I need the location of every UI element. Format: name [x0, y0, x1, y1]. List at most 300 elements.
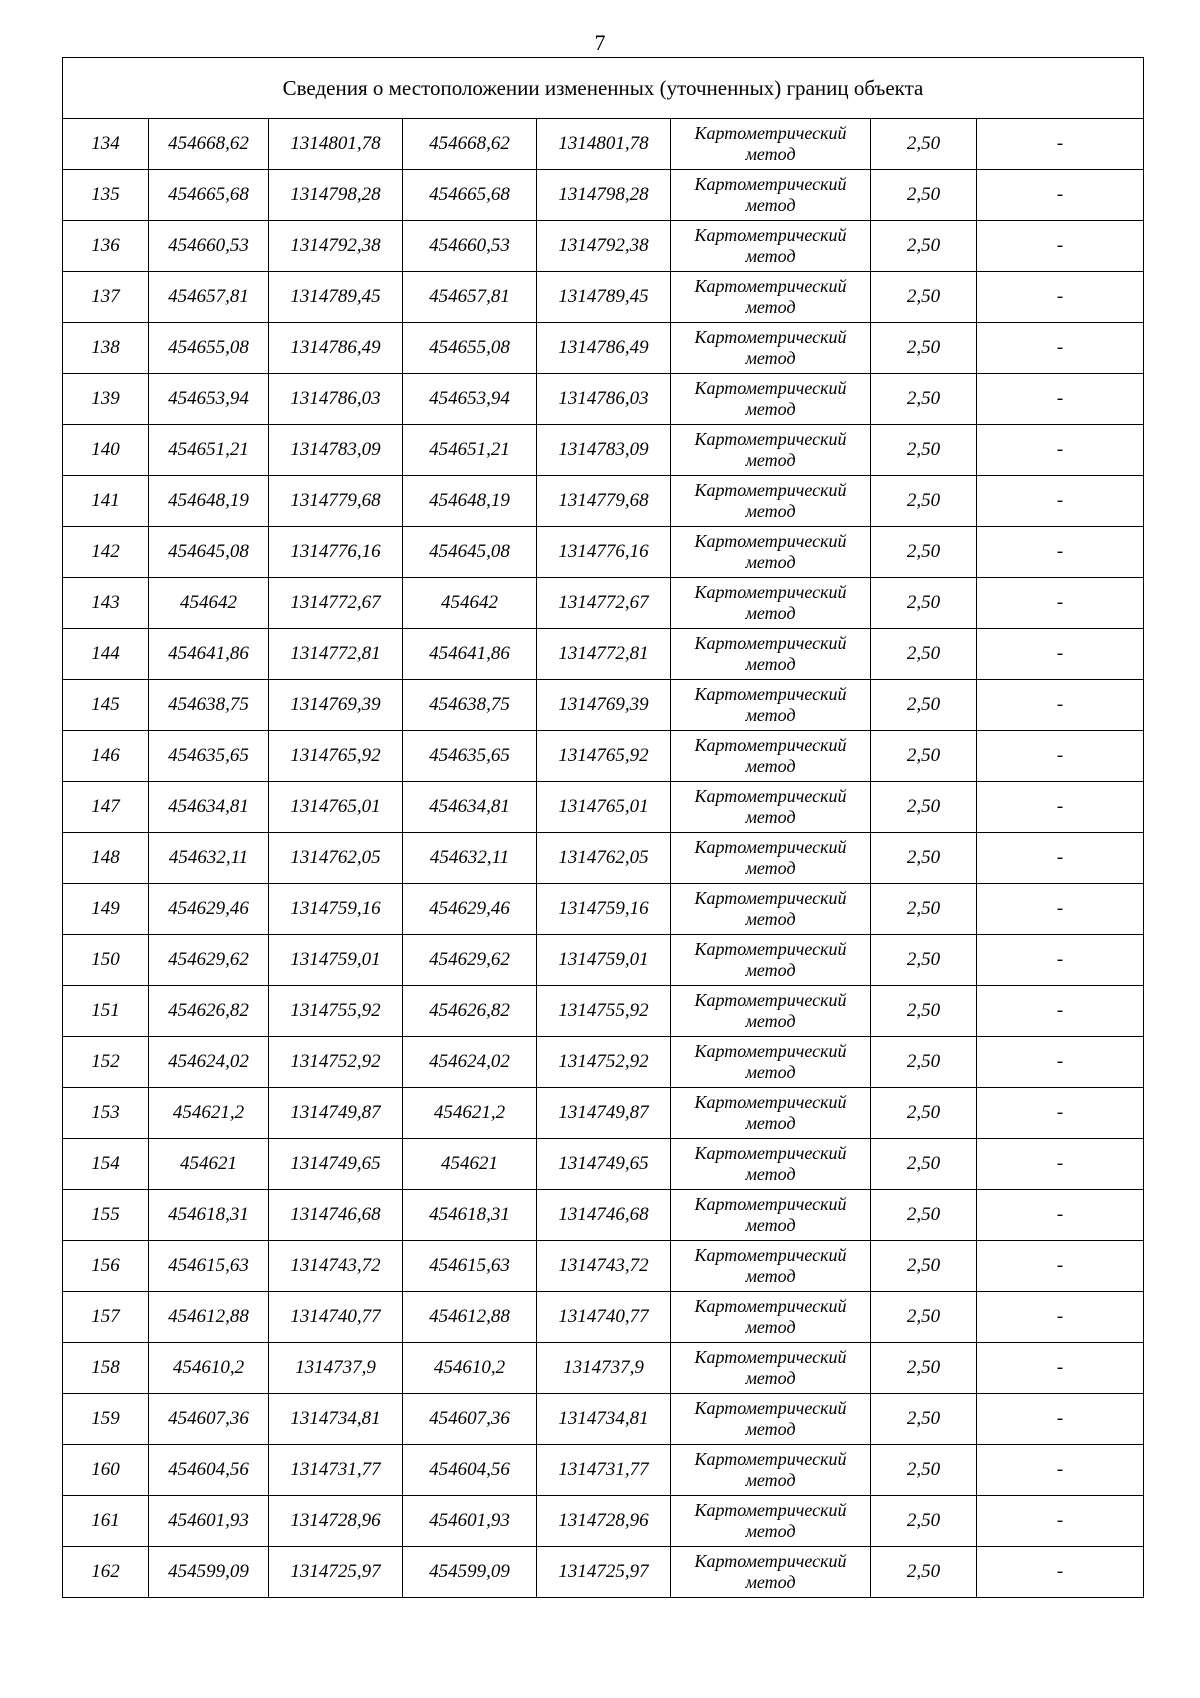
refined-x-cell: 454635,65: [403, 731, 537, 782]
precision-cell: 2,50: [871, 680, 977, 731]
note-cell: -: [977, 1394, 1144, 1445]
existing-x-cell: 454629,46: [149, 884, 269, 935]
table-row: [63, 1037, 1144, 1088]
precision-cell: 2,50: [871, 1445, 977, 1496]
method-line-1: Картометрический: [694, 1092, 847, 1112]
existing-y-cell: 1314749,87: [269, 1088, 403, 1139]
refined-x-cell: 454612,88: [403, 1292, 537, 1343]
precision-cell: 2,50: [871, 527, 977, 578]
method-line-1: Картометрический: [694, 684, 847, 704]
precision-cell: 2,50: [871, 425, 977, 476]
table-row: [63, 170, 1144, 221]
method-line-2: метод: [745, 1113, 796, 1133]
existing-y-cell: 1314776,16: [269, 527, 403, 578]
refined-x-cell: 454626,82: [403, 986, 537, 1037]
existing-y-cell: 1314734,81: [269, 1394, 403, 1445]
refined-x-cell: 454621,2: [403, 1088, 537, 1139]
refined-y-cell: 1314740,77: [537, 1292, 671, 1343]
method-line-2: метод: [745, 1572, 796, 1592]
existing-x-cell: 454615,63: [149, 1241, 269, 1292]
method-cell: [671, 1496, 871, 1547]
point-number-cell: 158: [63, 1343, 149, 1394]
table-body: [63, 58, 1144, 1598]
table-row: [63, 1088, 1144, 1139]
point-number-cell: 152: [63, 1037, 149, 1088]
note-cell: -: [977, 527, 1144, 578]
refined-x-cell: 454601,93: [403, 1496, 537, 1547]
method-line-1: Картометрический: [694, 123, 847, 143]
existing-y-cell: 1314765,01: [269, 782, 403, 833]
method-cell: [671, 119, 871, 170]
table-row: [63, 986, 1144, 1037]
method-line-1: Картометрический: [694, 1449, 847, 1469]
point-number-cell: 137: [63, 272, 149, 323]
point-number-cell: 160: [63, 1445, 149, 1496]
existing-y-cell: 1314765,92: [269, 731, 403, 782]
existing-x-cell: 454621: [149, 1139, 269, 1190]
existing-x-cell: 454604,56: [149, 1445, 269, 1496]
point-number-cell: 145: [63, 680, 149, 731]
note-cell: -: [977, 323, 1144, 374]
refined-x-cell: 454634,81: [403, 782, 537, 833]
existing-x-cell: 454621,2: [149, 1088, 269, 1139]
existing-x-cell: 454612,88: [149, 1292, 269, 1343]
refined-x-cell: 454629,62: [403, 935, 537, 986]
method-line-1: Картометрический: [694, 531, 847, 551]
method-cell: [671, 272, 871, 323]
method-line-1: Картометрический: [694, 990, 847, 1010]
precision-cell: 2,50: [871, 1037, 977, 1088]
note-cell: -: [977, 476, 1144, 527]
existing-y-cell: 1314731,77: [269, 1445, 403, 1496]
table-row: [63, 1292, 1144, 1343]
method-line-2: метод: [745, 348, 796, 368]
point-number-cell: 135: [63, 170, 149, 221]
precision-cell: 2,50: [871, 782, 977, 833]
refined-x-cell: 454624,02: [403, 1037, 537, 1088]
method-cell: [671, 170, 871, 221]
existing-x-cell: 454618,31: [149, 1190, 269, 1241]
refined-x-cell: 454632,11: [403, 833, 537, 884]
note-cell: -: [977, 425, 1144, 476]
refined-y-cell: 1314769,39: [537, 680, 671, 731]
note-cell: -: [977, 680, 1144, 731]
existing-y-cell: 1314759,16: [269, 884, 403, 935]
precision-cell: 2,50: [871, 986, 977, 1037]
note-cell: -: [977, 221, 1144, 272]
refined-x-cell: 454618,31: [403, 1190, 537, 1241]
existing-x-cell: 454645,08: [149, 527, 269, 578]
method-line-2: метод: [745, 297, 796, 317]
refined-x-cell: 454655,08: [403, 323, 537, 374]
existing-y-cell: 1314769,39: [269, 680, 403, 731]
point-number-cell: 147: [63, 782, 149, 833]
note-cell: -: [977, 986, 1144, 1037]
existing-y-cell: 1314786,49: [269, 323, 403, 374]
refined-y-cell: 1314746,68: [537, 1190, 671, 1241]
existing-y-cell: 1314749,65: [269, 1139, 403, 1190]
point-number-cell: 148: [63, 833, 149, 884]
method-line-1: Картометрический: [694, 582, 847, 602]
method-cell: [671, 1547, 871, 1598]
point-number-cell: 134: [63, 119, 149, 170]
method-line-1: Картометрический: [694, 837, 847, 857]
method-line-2: метод: [745, 756, 796, 776]
existing-x-cell: 454641,86: [149, 629, 269, 680]
point-number-cell: 150: [63, 935, 149, 986]
method-cell: [671, 986, 871, 1037]
existing-y-cell: 1314740,77: [269, 1292, 403, 1343]
existing-x-cell: 454648,19: [149, 476, 269, 527]
table-row: [63, 323, 1144, 374]
refined-y-cell: 1314743,72: [537, 1241, 671, 1292]
method-cell: [671, 884, 871, 935]
method-line-1: Картометрический: [694, 939, 847, 959]
method-cell: [671, 323, 871, 374]
existing-y-cell: 1314792,38: [269, 221, 403, 272]
point-number-cell: 144: [63, 629, 149, 680]
refined-y-cell: 1314749,87: [537, 1088, 671, 1139]
method-cell: [671, 476, 871, 527]
precision-cell: 2,50: [871, 374, 977, 425]
method-line-1: Картометрический: [694, 1347, 847, 1367]
existing-x-cell: 454601,93: [149, 1496, 269, 1547]
note-cell: -: [977, 1445, 1144, 1496]
method-cell: [671, 1445, 871, 1496]
method-cell: [671, 1088, 871, 1139]
method-cell: [671, 221, 871, 272]
note-cell: -: [977, 578, 1144, 629]
refined-x-cell: 454660,53: [403, 221, 537, 272]
method-line-1: Картометрический: [694, 1500, 847, 1520]
existing-x-cell: 454657,81: [149, 272, 269, 323]
existing-x-cell: 454653,94: [149, 374, 269, 425]
precision-cell: 2,50: [871, 1547, 977, 1598]
precision-cell: 2,50: [871, 629, 977, 680]
method-cell: [671, 1241, 871, 1292]
refined-y-cell: 1314752,92: [537, 1037, 671, 1088]
method-line-2: метод: [745, 1317, 796, 1337]
method-cell: [671, 782, 871, 833]
refined-y-cell: 1314792,38: [537, 221, 671, 272]
method-line-1: Картометрический: [694, 174, 847, 194]
existing-x-cell: 454610,2: [149, 1343, 269, 1394]
precision-cell: 2,50: [871, 1139, 977, 1190]
point-number-cell: 151: [63, 986, 149, 1037]
point-number-cell: 146: [63, 731, 149, 782]
method-line-2: метод: [745, 144, 796, 164]
precision-cell: 2,50: [871, 731, 977, 782]
precision-cell: 2,50: [871, 833, 977, 884]
refined-x-cell: 454642: [403, 578, 537, 629]
refined-y-cell: 1314801,78: [537, 119, 671, 170]
method-line-1: Картометрический: [694, 735, 847, 755]
refined-x-cell: 454657,81: [403, 272, 537, 323]
existing-y-cell: 1314789,45: [269, 272, 403, 323]
method-line-2: метод: [745, 501, 796, 521]
method-line-1: Картометрический: [694, 1194, 847, 1214]
page-number: 7: [594, 30, 606, 55]
table-row: [63, 935, 1144, 986]
note-cell: -: [977, 1139, 1144, 1190]
precision-cell: 2,50: [871, 1190, 977, 1241]
note-cell: -: [977, 1190, 1144, 1241]
method-line-2: метод: [745, 1011, 796, 1031]
method-cell: [671, 1343, 871, 1394]
table-row: [63, 1445, 1144, 1496]
refined-x-cell: 454629,46: [403, 884, 537, 935]
refined-x-cell: 454645,08: [403, 527, 537, 578]
existing-x-cell: 454599,09: [149, 1547, 269, 1598]
method-cell: [671, 1190, 871, 1241]
table-title: Сведения о местоположении измененных (уточненных) границ объекта: [63, 58, 1144, 119]
method-line-1: Картометрический: [694, 1398, 847, 1418]
method-line-1: Картометрический: [694, 1245, 847, 1265]
note-cell: -: [977, 170, 1144, 221]
table-row: [63, 782, 1144, 833]
method-line-2: метод: [745, 807, 796, 827]
point-number-cell: 142: [63, 527, 149, 578]
existing-x-cell: 454660,53: [149, 221, 269, 272]
point-number-cell: 161: [63, 1496, 149, 1547]
precision-cell: 2,50: [871, 476, 977, 527]
precision-cell: 2,50: [871, 1394, 977, 1445]
note-cell: -: [977, 935, 1144, 986]
refined-y-cell: 1314789,45: [537, 272, 671, 323]
table-title-row: [63, 58, 1144, 119]
method-cell: [671, 578, 871, 629]
method-line-1: Картометрический: [694, 1551, 847, 1571]
note-cell: -: [977, 1547, 1144, 1598]
method-cell: [671, 1037, 871, 1088]
point-number-cell: 156: [63, 1241, 149, 1292]
refined-x-cell: 454607,36: [403, 1394, 537, 1445]
refined-y-cell: 1314765,01: [537, 782, 671, 833]
existing-y-cell: 1314725,97: [269, 1547, 403, 1598]
table-row: [63, 629, 1144, 680]
table-row: [63, 1343, 1144, 1394]
table-row: [63, 731, 1144, 782]
existing-x-cell: 454642: [149, 578, 269, 629]
method-line-2: метод: [745, 909, 796, 929]
refined-x-cell: 454621: [403, 1139, 537, 1190]
existing-y-cell: 1314743,72: [269, 1241, 403, 1292]
method-line-1: Картометрический: [694, 429, 847, 449]
method-line-1: Картометрический: [694, 786, 847, 806]
refined-x-cell: 454610,2: [403, 1343, 537, 1394]
refined-y-cell: 1314737,9: [537, 1343, 671, 1394]
method-line-2: метод: [745, 603, 796, 623]
existing-x-cell: 454651,21: [149, 425, 269, 476]
method-line-1: Картометрический: [694, 888, 847, 908]
existing-x-cell: 454634,81: [149, 782, 269, 833]
table-row: [63, 221, 1144, 272]
existing-y-cell: 1314786,03: [269, 374, 403, 425]
method-line-2: метод: [745, 1368, 796, 1388]
note-cell: -: [977, 1496, 1144, 1547]
method-cell: [671, 680, 871, 731]
method-line-2: метод: [745, 246, 796, 266]
method-cell: [671, 629, 871, 680]
point-number-cell: 154: [63, 1139, 149, 1190]
method-line-1: Картометрический: [694, 1041, 847, 1061]
existing-y-cell: 1314783,09: [269, 425, 403, 476]
precision-cell: 2,50: [871, 935, 977, 986]
point-number-cell: 162: [63, 1547, 149, 1598]
refined-y-cell: 1314783,09: [537, 425, 671, 476]
refined-y-cell: 1314759,16: [537, 884, 671, 935]
refined-y-cell: 1314755,92: [537, 986, 671, 1037]
note-cell: -: [977, 731, 1144, 782]
method-cell: [671, 833, 871, 884]
existing-y-cell: 1314801,78: [269, 119, 403, 170]
method-cell: [671, 425, 871, 476]
precision-cell: 2,50: [871, 884, 977, 935]
existing-y-cell: 1314746,68: [269, 1190, 403, 1241]
refined-x-cell: 454604,56: [403, 1445, 537, 1496]
method-cell: [671, 1292, 871, 1343]
existing-x-cell: 454624,02: [149, 1037, 269, 1088]
method-line-2: метод: [745, 858, 796, 878]
existing-y-cell: 1314798,28: [269, 170, 403, 221]
refined-y-cell: 1314734,81: [537, 1394, 671, 1445]
method-line-1: Картометрический: [694, 225, 847, 245]
method-line-2: метод: [745, 1215, 796, 1235]
method-line-2: метод: [745, 399, 796, 419]
method-line-1: Картометрический: [694, 276, 847, 296]
method-cell: [671, 374, 871, 425]
refined-y-cell: 1314776,16: [537, 527, 671, 578]
existing-y-cell: 1314752,92: [269, 1037, 403, 1088]
method-line-2: метод: [745, 1521, 796, 1541]
refined-y-cell: 1314786,49: [537, 323, 671, 374]
refined-y-cell: 1314772,67: [537, 578, 671, 629]
refined-x-cell: 454641,86: [403, 629, 537, 680]
refined-y-cell: 1314779,68: [537, 476, 671, 527]
precision-cell: 2,50: [871, 578, 977, 629]
method-line-2: метод: [745, 195, 796, 215]
existing-y-cell: 1314772,81: [269, 629, 403, 680]
method-line-2: метод: [745, 1470, 796, 1490]
table-row: [63, 119, 1144, 170]
method-cell: [671, 731, 871, 782]
method-line-2: метод: [745, 1062, 796, 1082]
method-cell: [671, 1394, 871, 1445]
method-cell: [671, 527, 871, 578]
refined-x-cell: 454653,94: [403, 374, 537, 425]
existing-x-cell: 454629,62: [149, 935, 269, 986]
existing-y-cell: 1314728,96: [269, 1496, 403, 1547]
refined-y-cell: 1314786,03: [537, 374, 671, 425]
point-number-cell: 139: [63, 374, 149, 425]
note-cell: -: [977, 374, 1144, 425]
table-row: [63, 527, 1144, 578]
existing-y-cell: 1314737,9: [269, 1343, 403, 1394]
refined-y-cell: 1314759,01: [537, 935, 671, 986]
precision-cell: 2,50: [871, 1343, 977, 1394]
table-row: [63, 578, 1144, 629]
precision-cell: 2,50: [871, 272, 977, 323]
method-line-2: метод: [745, 960, 796, 980]
point-number-cell: 143: [63, 578, 149, 629]
precision-cell: 2,50: [871, 323, 977, 374]
precision-cell: 2,50: [871, 1496, 977, 1547]
note-cell: -: [977, 833, 1144, 884]
refined-x-cell: 454651,21: [403, 425, 537, 476]
method-cell: [671, 1139, 871, 1190]
boundary-coordinates-table: [62, 57, 1144, 1598]
method-line-1: Картометрический: [694, 633, 847, 653]
existing-x-cell: 454626,82: [149, 986, 269, 1037]
point-number-cell: 155: [63, 1190, 149, 1241]
method-cell: [671, 935, 871, 986]
existing-x-cell: 454668,62: [149, 119, 269, 170]
method-line-2: метод: [745, 552, 796, 572]
refined-y-cell: 1314765,92: [537, 731, 671, 782]
precision-cell: 2,50: [871, 1241, 977, 1292]
point-number-cell: 138: [63, 323, 149, 374]
table-row: [63, 833, 1144, 884]
note-cell: -: [977, 1292, 1144, 1343]
note-cell: -: [977, 119, 1144, 170]
precision-cell: 2,50: [871, 119, 977, 170]
method-line-2: метод: [745, 654, 796, 674]
method-line-1: Картометрический: [694, 1143, 847, 1163]
point-number-cell: 149: [63, 884, 149, 935]
note-cell: -: [977, 884, 1144, 935]
point-number-cell: 159: [63, 1394, 149, 1445]
existing-x-cell: 454665,68: [149, 170, 269, 221]
method-line-2: метод: [745, 450, 796, 470]
point-number-cell: 141: [63, 476, 149, 527]
refined-x-cell: 454648,19: [403, 476, 537, 527]
existing-x-cell: 454638,75: [149, 680, 269, 731]
note-cell: -: [977, 1241, 1144, 1292]
table-row: [63, 1394, 1144, 1445]
table-row: [63, 680, 1144, 731]
method-line-2: метод: [745, 1419, 796, 1439]
point-number-cell: 140: [63, 425, 149, 476]
table-row: [63, 1496, 1144, 1547]
existing-x-cell: 454632,11: [149, 833, 269, 884]
existing-x-cell: 454635,65: [149, 731, 269, 782]
note-cell: -: [977, 782, 1144, 833]
point-number-cell: 136: [63, 221, 149, 272]
method-line-1: Картометрический: [694, 1296, 847, 1316]
refined-y-cell: 1314798,28: [537, 170, 671, 221]
note-cell: -: [977, 1343, 1144, 1394]
method-line-2: метод: [745, 1266, 796, 1286]
refined-y-cell: 1314762,05: [537, 833, 671, 884]
precision-cell: 2,50: [871, 1292, 977, 1343]
existing-y-cell: 1314755,92: [269, 986, 403, 1037]
refined-y-cell: 1314731,77: [537, 1445, 671, 1496]
refined-x-cell: 454638,75: [403, 680, 537, 731]
method-line-2: метод: [745, 1164, 796, 1184]
note-cell: -: [977, 1037, 1144, 1088]
method-line-2: метод: [745, 705, 796, 725]
refined-x-cell: 454665,68: [403, 170, 537, 221]
table-row: [63, 884, 1144, 935]
table-row: [63, 425, 1144, 476]
table-row: [63, 272, 1144, 323]
precision-cell: 2,50: [871, 1088, 977, 1139]
table-row: [63, 374, 1144, 425]
existing-x-cell: 454655,08: [149, 323, 269, 374]
existing-y-cell: 1314759,01: [269, 935, 403, 986]
refined-y-cell: 1314725,97: [537, 1547, 671, 1598]
refined-y-cell: 1314749,65: [537, 1139, 671, 1190]
